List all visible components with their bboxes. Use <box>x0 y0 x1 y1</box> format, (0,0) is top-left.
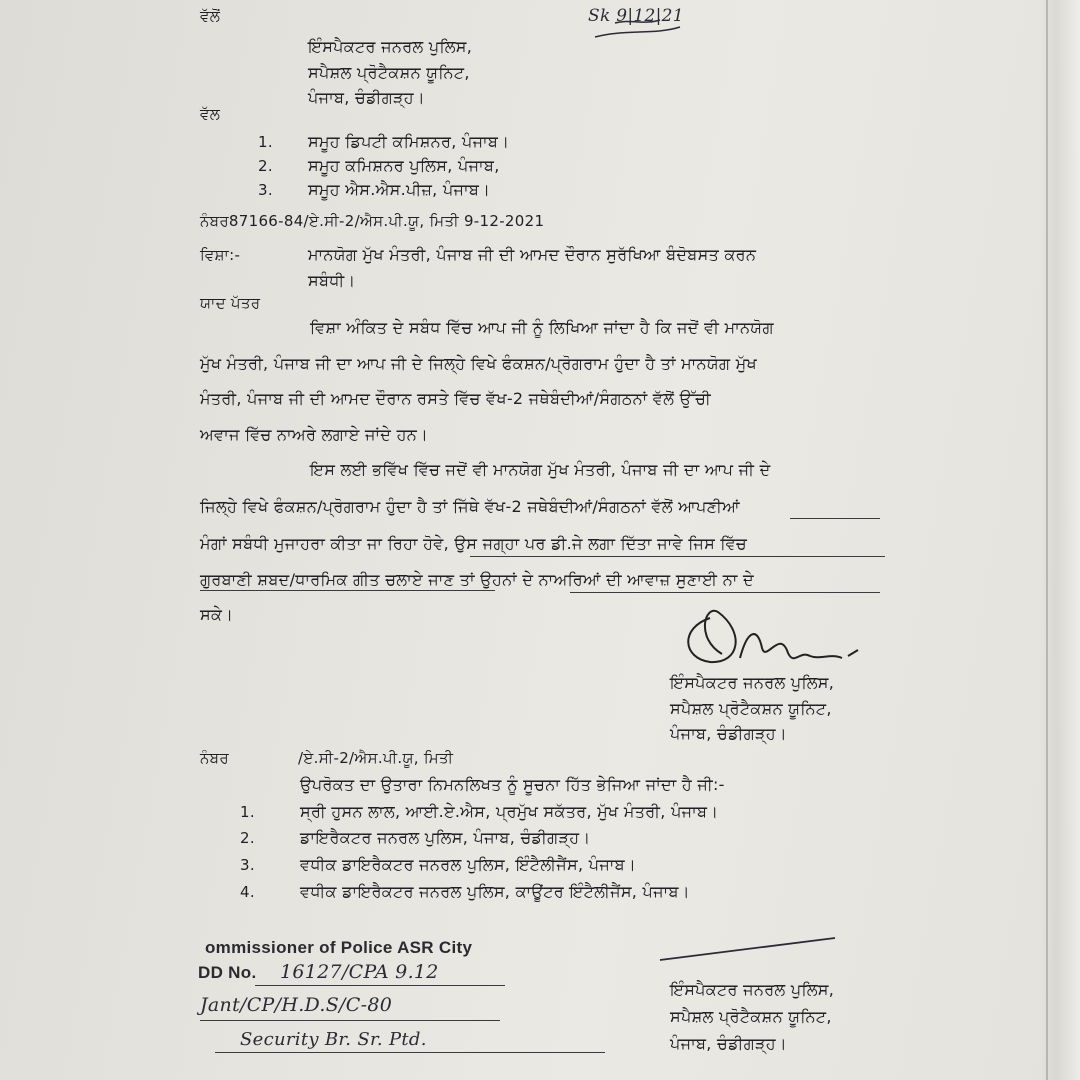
stamp-dd-label: DD No. <box>198 963 257 982</box>
para2-line-5: ਸਕੇ। <box>200 605 234 624</box>
para1-line-1: ਵਿਸ਼ਾ ਅੰਕਿਤ ਦੇ ਸਬੰਧ ਵਿੱਚ ਆਪ ਜੀ ਨੂੰ ਲਿਖਿਆ ਜਾਂਦਾ ਹੈ ਕਿ ਜਦੋਂ ਵੀ ਮਾਨਯੋਗ <box>310 318 774 337</box>
stamp-dd-number: 16127/CPA 9.12 <box>280 961 439 983</box>
endorse-label: ਨੰਬਰ <box>200 749 229 767</box>
copy-num: 3. <box>240 856 255 874</box>
stamp-handwriting-2: Security Br. Sr. Ptd. <box>240 1029 427 1050</box>
page-edge <box>1046 0 1048 1080</box>
from-line-3: ਪੰਜਾਬ, ਚੰਡੀਗੜ੍ਹ। <box>308 88 425 107</box>
recipient-num: 3. <box>258 181 273 199</box>
from-line-1: ਇੰਸਪੈਕਟਰ ਜਨਰਲ ਪੁਲਿਸ, <box>308 37 473 56</box>
para1-line-3: ਮੰਤਰੀ, ਪੰਜਾਬ ਜੀ ਦੀ ਆਮਦ ਦੌਰਾਨ ਰਸਤੇ ਵਿੱਚ ਵੱਖ-2 ਜਥੇਬੰਦੀਆਂ/ਸੰਗਠਨਾਂ ਵੱਲੋਂ ਉੱਚੀ <box>200 389 712 408</box>
para2-line-1: ਇਸ ਲਈ ਭਵਿੱਖ ਵਿੱਚ ਜਦੋਂ ਵੀ ਮਾਨਯੋਗ ਮੁੱਖ ਮੰਤਰੀ, ਪੰਜਾਬ ਜੀ ਦਾ ਆਪ ਜੀ ਦੇ <box>310 460 771 479</box>
stamp-office: ommissioner of Police ASR City <box>205 938 473 957</box>
recipient-text: ਸਮੂਹ ਕਮਿਸ਼ਨਰ ਪੁਲਿਸ, ਪੰਜਾਬ, <box>308 156 500 175</box>
recipient-text: ਸਮੂਹ ਡਿਪਟੀ ਕਮਿਸ਼ਨਰ, ਪੰਜਾਬ। <box>308 132 510 151</box>
footer-signatory-line-3: ਪੰਜਾਬ, ਚੰਡੀਗੜ੍ਹ। <box>670 1034 787 1053</box>
handwritten-initials: Sk 9|12|21 <box>588 6 684 26</box>
para2-line-2: ਜਿਲ੍ਹੇ ਵਿਖੇ ਫੰਕਸ਼ਨ/ਪ੍ਰੋਗਰਾਮ ਹੁੰਦਾ ਹੈ ਤਾਂ ਜਿੱਥੇ ਵੱਖ-2 ਜਥੇਬੰਦੀਆਂ/ਸੰਗਠਨਾਂ ਵੱਲੋਂ ਆਪਣੀਆਂ <box>200 497 740 516</box>
para1-line-2: ਮੁੱਖ ਮੰਤਰੀ, ਪੰਜਾਬ ਜੀ ਦਾ ਆਪ ਜੀ ਦੇ ਜਿਲ੍ਹੇ ਵਿਖੇ ਫੰਕਸ਼ਨ/ਪ੍ਰੋਗਰਾਮ ਹੁੰਦਾ ਹੈ ਤਾਂ ਮਾਨਯੋਗ ਮੁੱਖ <box>200 354 757 373</box>
footer-signatory-line-2: ਸਪੈਸ਼ਲ ਪ੍ਰੋਟੈਕਸ਼ਨ ਯੂਨਿਟ, <box>670 1007 832 1026</box>
recipient-text: ਸਮੂਹ ਐਸ.ਐਸ.ਪੀਜ਼, ਪੰਜਾਬ। <box>308 180 491 199</box>
from-label: ਵੱਲੋਂ <box>200 7 221 25</box>
signature-graphic <box>670 598 870 678</box>
para1-line-4: ਅਵਾਜ ਵਿੱਚ ਨਾਅਰੇ ਲਗਾਏ ਜਾਂਦੇ ਹਨ। <box>200 425 429 444</box>
subject-label: ਵਿਸ਼ਾ:- <box>200 246 241 264</box>
recipient-num: 1. <box>258 133 273 151</box>
copy-text: ਸ੍ਰੀ ਹੁਸਨ ਲਾਲ, ਆਈ.ਏ.ਐਸ, ਪ੍ਰਮੁੱਖ ਸਕੱਤਰ, ਮੁੱਖ ਮੰਤਰੀ, ਪੰਜਾਬ। <box>300 802 719 821</box>
initials-scribble <box>585 15 735 45</box>
pen-underline <box>790 518 880 519</box>
pen-underline <box>200 590 495 591</box>
pen-underline <box>470 556 885 557</box>
signatory-line-1: ਇੰਸਪੈਕਟਰ ਜਨਰਲ ਪੁਲਿਸ, <box>670 673 835 692</box>
reference-number: ਨੰਬਰ87166-84/ਏ.ਸੀ-2/ਐਸ.ਪੀ.ਯੂ, ਮਿਤੀ 9-12-2021 <box>200 212 545 230</box>
footer-signatory-line-1: ਇੰਸਪੈਕਟਰ ਜਨਰਲ ਪੁਲਿਸ, <box>670 980 835 999</box>
endorse-reference: /ਏ.ਸੀ-2/ਐਸ.ਪੀ.ਯੂ, ਮਿਤੀ <box>298 749 454 767</box>
footer-pen-stroke <box>655 935 845 965</box>
para2-line-4: ਗੁਰਬਾਣੀ ਸ਼ਬਦ/ਧਾਰਮਿਕ ਗੀਤ ਚਲਾਏ ਜਾਣ ਤਾਂ ਉਹਨਾਂ ਦੇ ਨਾਅਰਿਆਂ ਦੀ ਆਵਾਜ਼ ਸੁਣਾਈ ਨਾ ਦੇ <box>200 570 754 589</box>
pen-underline <box>570 592 880 593</box>
stamp-line <box>255 985 505 986</box>
signatory-line-3: ਪੰਜਾਬ, ਚੰਡੀਗੜ੍ਹ। <box>670 724 787 743</box>
signatory-line-2: ਸਪੈਸ਼ਲ ਪ੍ਰੋਟੈਕਸ਼ਨ ਯੂਨਿਟ, <box>670 699 832 718</box>
stamp-line <box>215 1052 605 1053</box>
to-label: ਵੱਲ <box>200 105 221 123</box>
subject-line-2: ਸਬੰਧੀ। <box>308 271 356 290</box>
stamp-line <box>200 1020 500 1021</box>
copy-text: ਡਾਇਰੈਕਟਰ ਜਨਰਲ ਪੁਲਿਸ, ਪੰਜਾਬ, ਚੰਡੀਗੜ੍ਹ। <box>300 828 591 847</box>
copy-text: ਵਧੀਕ ਡਾਇਰੈਕਟਰ ਜਨਰਲ ਪੁਲਿਸ, ਇੰਟੈਲੀਜੈਂਸ, ਪੰਜਾਬ। <box>300 855 637 874</box>
copy-num: 1. <box>240 803 255 821</box>
from-line-2: ਸਪੈਸ਼ਲ ਪ੍ਰੋਟੈਕਸ਼ਨ ਯੂਨਿਟ, <box>308 63 470 82</box>
stamp-handwriting-1: Jant/CP/H.D.S/C-80 <box>200 994 393 1016</box>
copy-num: 4. <box>240 883 255 901</box>
reminder-label: ਯਾਦ ਪੱਤਰ <box>200 294 261 312</box>
copy-num: 2. <box>240 829 255 847</box>
copy-text: ਵਧੀਕ ਡਾਇਰੈਕਟਰ ਜਨਰਲ ਪੁਲਿਸ, ਕਾਊਂਟਰ ਇੰਟੈਲੀਜੈਂਸ, ਪੰਜਾਬ। <box>300 882 690 901</box>
endorse-intro: ਉਪਰੋਕਤ ਦਾ ਉਤਾਰਾ ਨਿਮਨਲਿਖਤ ਨੂੰ ਸੂਚਨਾ ਹਿੱਤ ਭੇਜਿਆ ਜਾਂਦਾ ਹੈ ਜੀ:- <box>300 775 725 794</box>
para2-line-3: ਮੰਗਾਂ ਸਬੰਧੀ ਮੁਜਾਹਰਾ ਕੀਤਾ ਜਾ ਰਿਹਾ ਹੋਵੇ, ਉਸ ਜਗ੍ਹਾ ਪਰ ਡੀ.ਜੇ ਲਗਾ ਦਿੱਤਾ ਜਾਵੇ ਜਿਸ ਵਿੱਚ <box>200 534 747 553</box>
subject-line-1: ਮਾਨਯੋਗ ਮੁੱਖ ਮੰਤਰੀ, ਪੰਜਾਬ ਜੀ ਦੀ ਆਮਦ ਦੌਰਾਨ ਸੁਰੱਖਿਆ ਬੰਦੋਬਸਤ ਕਰਨ <box>308 245 757 264</box>
recipient-num: 2. <box>258 157 273 175</box>
